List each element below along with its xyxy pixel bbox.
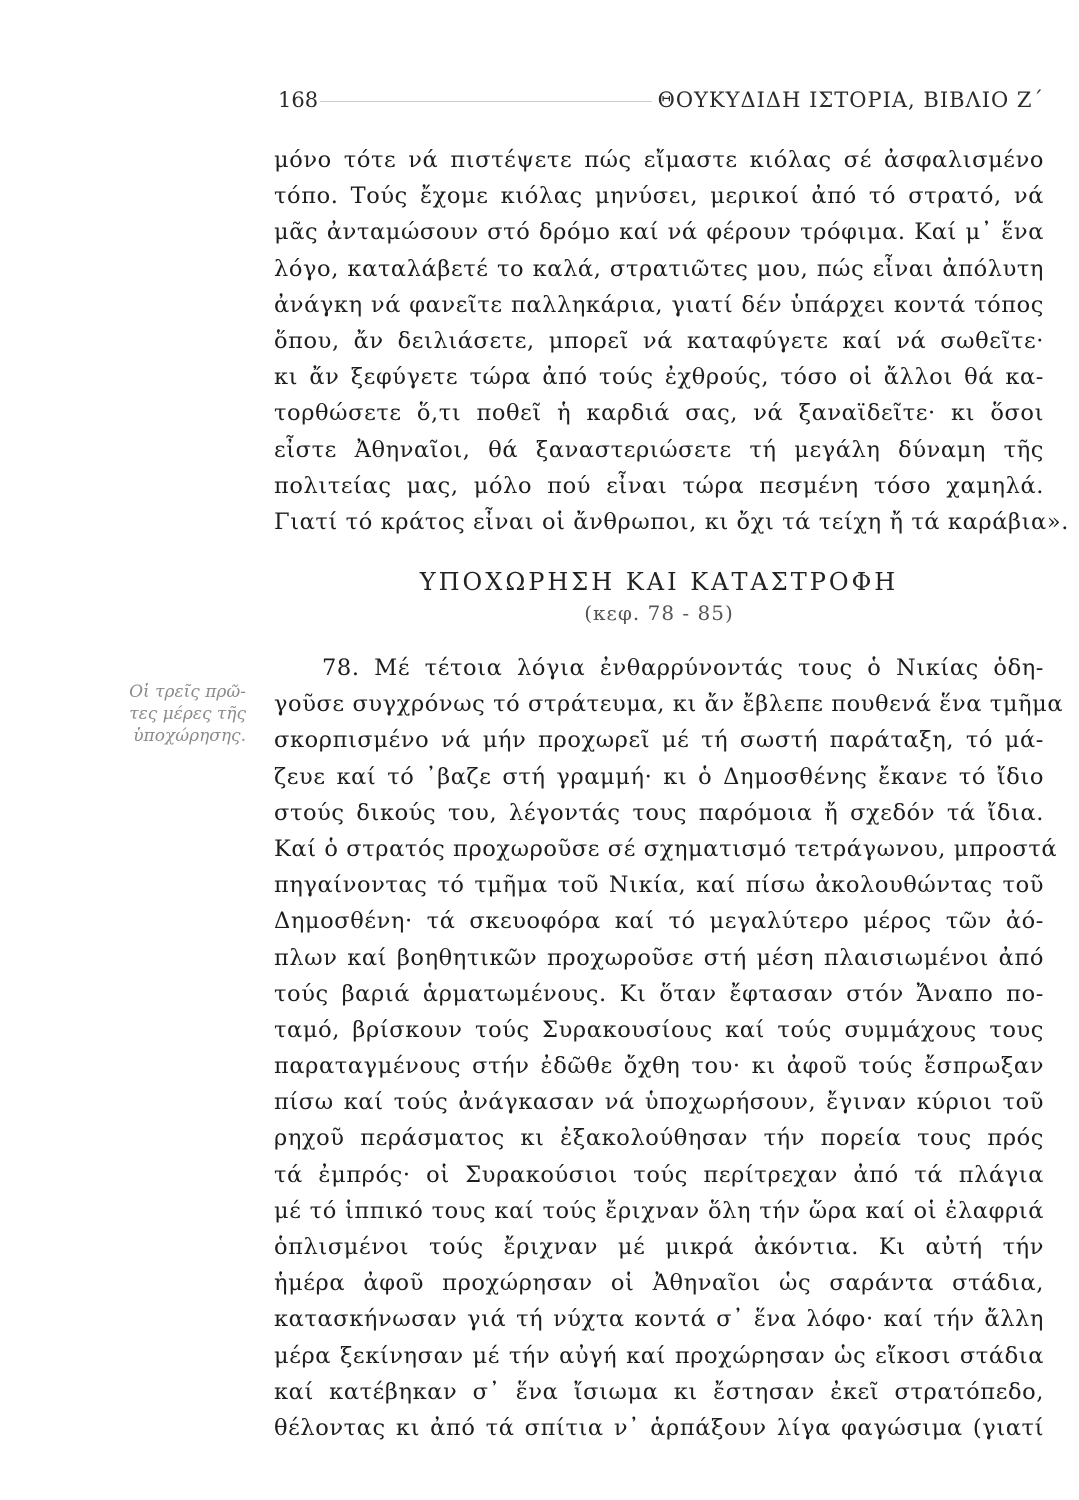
- text-line: κατασκήνωσαν γιά τή νύχτα κοντά σ᾽ ἕνα λόφο· καί τήν ἄλλη: [274, 1306, 1044, 1333]
- text-line: στούς δικούς του, λέγοντάς τους παρόμοια ἤ σχεδόν τά ἴδια.: [274, 799, 1044, 826]
- text-line: 78. Μέ τέτοια λόγια ἐνθαρρύνοντάς τους ὁ Νικίας ὁδη-: [322, 655, 1044, 681]
- text-line: μέ τό ἱππικό τους καί τούς ἔριχναν ὅλη τήν ὥρα καί οἱ ἐλαφριά: [274, 1197, 1044, 1224]
- text-line: πολιτείας μας, μόλο πού εἶναι τώρα πεσμένη τόσο χαμηλά.: [274, 472, 1044, 499]
- text-line: ταμό, βρίσκουν τούς Συρακουσίους καί τούς συμμάχους τους: [274, 1016, 1044, 1043]
- text-line: τόπο. Τούς ἔχομε κιόλας μηνύσει, μερικοί ἀπό τό στρατό, νά: [274, 183, 1044, 210]
- page-header: [278, 88, 1044, 118]
- text-line: τορθώσετε ὅ,τι ποθεῖ ἡ καρδιά σας, νά ξαναϊδεῖτε· κι ὅσοι: [274, 400, 1044, 427]
- text-line: μέρα ξεκίνησαν μέ τήν αὐγή καί προχώρησαν ὡς εἴκοσι στάδια: [274, 1342, 1044, 1369]
- text-line: μᾶς ἀνταμώσουν στό δρόμο καί νά φέρουν τρόφιμα. Καί μ᾽ ἕνα: [274, 219, 1044, 246]
- text-line: πλων καί βοηθητικῶν προχωροῦσε στή μέση πλαισιωμένοι ἀπό: [274, 944, 1044, 971]
- text-line: Καί ὁ στρατός προχωροῦσε σέ σχηματισμό τετράγωνου, μπροστά: [274, 835, 1058, 862]
- text-line: πηγαίνοντας τό τμῆμα τοῦ Νικία, καί πίσω ἀκολουθώντας τοῦ: [274, 872, 1044, 899]
- text-line: σκορπισμένο νά μήν προχωρεῖ μέ τή σωστή παράταξη, τό μά-: [274, 727, 1044, 754]
- text-line: τά ἐμπρός· οἱ Συρακούσιοι τούς περίτρεχαν ἀπό τά πλάγια: [274, 1161, 1044, 1188]
- text-line: μόνο τότε νά πιστέψετε πώς εἴμαστε κιόλας σέ ἀσφαλισμένο: [274, 147, 1044, 173]
- text-line: ζευε καί τό ᾽βαζε στή γραμμή· κι ὁ Δημοσθένης ἔκανε τό ἴδιο: [274, 763, 1044, 790]
- header-rule: [320, 101, 652, 102]
- text-line: πίσω καί τούς ἀνάγκασαν νά ὑποχωρήσουν, ἔγιναν κύριοι τοῦ: [274, 1089, 1044, 1116]
- text-line: καί κατέβηκαν σ᾽ ἕνα ἴσιωμα κι ἔστησαν ἐκεῖ στρατόπεδο,: [274, 1378, 1044, 1405]
- text-line: Δημοσθένη· τά σκευοφόρα καί τό μεγαλύτερο μέρος τῶν ἀό-: [274, 908, 1044, 935]
- text-line: θέλοντας κι ἀπό τά σπίτια ν᾽ ἁρπάξουν λίγα φαγώσιμα (γιατί: [274, 1414, 1044, 1441]
- text-line: λόγο, καταλάβετέ το καλά, στρατιῶτες μου, πώς εἶναι ἀπόλυτη: [274, 255, 1044, 282]
- text-line: ὅπου, ἄν δειλιάσετε, μπορεῖ νά καταφύγετε καί νά σωθεῖτε·: [274, 327, 1044, 354]
- margin-note: [96, 681, 246, 747]
- running-head: ΘΟΥΚΥΔΙΔΗ ΙΣΤΟΡΙΑ, ΒΙΒΛΙΟ Ζ΄: [657, 88, 1044, 112]
- paragraph-1: [274, 142, 1069, 540]
- page-number: 168: [278, 88, 319, 112]
- text-line: ὁπλισμένοι τούς ἔριχναν μέ μικρά ἀκόντια. Κι αὐτή τήν: [274, 1234, 1044, 1260]
- margin-note-line: ὑποχώρησης.: [133, 726, 246, 746]
- text-line: γοῦσε συγχρόνως τό στράτευμα, κι ἄν ἔβλεπε πουθενά ἕνα τμῆμα: [274, 691, 1064, 718]
- text-line: κι ἄν ξεφύγετε τώρα ἀπό τούς ἐχθρούς, τόσο οἱ ἄλλοι θά κα-: [274, 364, 1044, 391]
- margin-note-line: Οἱ τρεῖς πρῶ-: [129, 682, 246, 702]
- section-title: ΥΠΟΧΩΡΗΣΗ ΚΑΙ ΚΑΤΑΣΤΡΟΦΗ: [419, 568, 899, 596]
- section-subtitle: (κεφ. 78 - 85): [584, 601, 734, 625]
- text-line: εἶστε Ἀθηναῖοι, θά ξαναστεριώσετε τή μεγάλη δύναμη τῆς: [274, 436, 1044, 463]
- text-line: παραταγμένους στήν ἐδῶθε ὄχθη του· κι ἀφοῦ τούς ἔσπρωξαν: [274, 1053, 1044, 1080]
- text-line: τούς βαριά ἁρματωμένους. Κι ὅταν ἔφτασαν στόν Ἄναπο πο-: [274, 980, 1044, 1007]
- margin-note-line: τες μέρες τῆς: [129, 704, 246, 724]
- text-line: Γιατί τό κράτος εἶναι οἱ ἄνθρωποι, κι ὄχι τά τείχη ἤ τά καράβια».: [274, 508, 1069, 535]
- text-line: ρηχοῦ περάσματος κι ἐξακολούθησαν τήν πορεία τους πρός: [274, 1125, 1044, 1152]
- text-line: ἡμέρα ἀφοῦ προχώρησαν οἱ Ἀθηναῖοι ὡς σαράντα στάδια,: [274, 1270, 1044, 1297]
- text-line: ἀνάγκη νά φανεῖτε παλληκάρια, γιατί δέν ὑπάρχει κοντά τόπος: [274, 291, 1044, 318]
- paragraph-2: [274, 650, 1064, 1446]
